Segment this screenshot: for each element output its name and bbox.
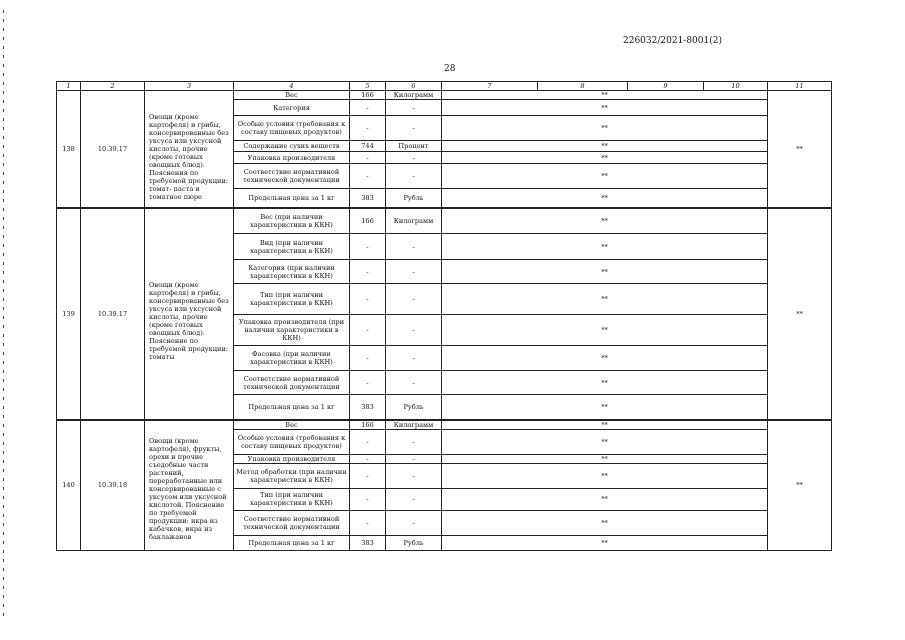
characteristic-value-cell: ** [442, 284, 768, 315]
characteristic-value-cell: ** [442, 91, 768, 100]
scan-edge-mark [3, 10, 4, 620]
characteristic-code-cell: 383 [350, 535, 386, 550]
okpd-code-cell: 10.39.17 [81, 208, 145, 420]
characteristic-code-cell: - [350, 454, 386, 463]
column-11-cell: ** [768, 420, 832, 551]
characteristic-name-cell: Упаковка производителя [234, 152, 350, 164]
characteristic-name-cell: Вес (при наличии характеристики в ККН) [234, 208, 350, 234]
unit-cell: - [386, 284, 442, 315]
page-number: 28 [444, 64, 456, 74]
characteristic-code-cell: - [350, 429, 386, 454]
unit-cell: Процент [386, 141, 442, 152]
characteristic-value-cell: ** [442, 260, 768, 284]
characteristic-name-cell: Соответствие нормативной технической документации [234, 164, 350, 189]
product-name-cell: Овощи (кроме картофеля), фрукты, орехи и прочие съедобные части растений, переработанные или консервированные с уксусом или уксусной кислотой. Пояснение по требуемой продукции: икра из кабачков, икра из баклажанов [145, 420, 234, 551]
unit-cell: - [386, 152, 442, 164]
unit-cell: Рубль [386, 189, 442, 208]
characteristic-name-cell: Предельная цена за 1 кг [234, 189, 350, 208]
table-row [57, 91, 832, 100]
characteristic-name-cell: Вид (при наличии характеристики в ККН) [234, 234, 350, 260]
unit-cell: - [386, 100, 442, 116]
characteristic-name-cell: Вес [234, 91, 350, 100]
characteristic-code-cell: - [350, 116, 386, 141]
characteristic-code-cell: - [350, 463, 386, 488]
header-cell: 10 [704, 82, 768, 91]
row-number-cell: 138 [57, 91, 81, 208]
unit-cell: - [386, 164, 442, 189]
characteristic-value-cell: ** [442, 488, 768, 510]
characteristic-value-cell: ** [442, 315, 768, 346]
product-name-cell: Овощи (кроме картофеля) и грибы, консервированные без уксуса или уксусной кислоты, прочие (кроме готовых овощных блюд). Пояснения по требуемой продукции: томат- паста и томатное пюре [145, 91, 234, 208]
table-body [57, 82, 832, 551]
header-row [57, 82, 832, 91]
okpd-code-cell: 10.39.17 [81, 91, 145, 208]
characteristic-code-cell: - [350, 164, 386, 189]
characteristic-code-cell: - [350, 234, 386, 260]
characteristic-value-cell: ** [442, 371, 768, 395]
characteristic-name-cell: Соответствие нормативной технической документации [234, 371, 350, 395]
unit-cell: - [386, 116, 442, 141]
header-cell: 1 [57, 82, 81, 91]
unit-cell: - [386, 371, 442, 395]
unit-cell: - [386, 488, 442, 510]
header-cell: 2 [81, 82, 145, 91]
table-row [57, 208, 832, 234]
characteristic-name-cell: Особые условия (требования к составу пищевых продуктов) [234, 116, 350, 141]
table-row [57, 420, 832, 430]
header-cell: 11 [768, 82, 832, 91]
unit-cell: Килограмм [386, 420, 442, 430]
characteristic-code-cell: 744 [350, 141, 386, 152]
characteristic-value-cell: ** [442, 346, 768, 371]
characteristic-code-cell: - [350, 488, 386, 510]
characteristic-value-cell: ** [442, 152, 768, 164]
characteristic-code-cell: - [350, 315, 386, 346]
characteristic-name-cell: Категория [234, 100, 350, 116]
characteristic-name-cell: Метод обработки (при наличии характеристики в ККН) [234, 463, 350, 488]
characteristic-value-cell: ** [442, 429, 768, 454]
products-table [56, 81, 832, 551]
characteristic-value-cell: ** [442, 395, 768, 420]
characteristic-name-cell: Вес [234, 420, 350, 430]
unit-cell: - [386, 315, 442, 346]
characteristic-name-cell: Фасовка (при наличии характеристики в ККН) [234, 346, 350, 371]
characteristic-code-cell: - [350, 100, 386, 116]
column-11-cell: ** [768, 208, 832, 420]
characteristic-name-cell: Особые условия (требования к составу пищевых продуктов) [234, 429, 350, 454]
characteristic-code-cell: 166 [350, 91, 386, 100]
characteristic-value-cell: ** [442, 463, 768, 488]
characteristic-value-cell: ** [442, 454, 768, 463]
characteristic-value-cell: ** [442, 535, 768, 550]
characteristic-code-cell: 166 [350, 208, 386, 234]
unit-cell: Рубль [386, 535, 442, 550]
header-cell: 8 [538, 82, 628, 91]
unit-cell: - [386, 454, 442, 463]
row-number-cell: 139 [57, 208, 81, 420]
header-cell: 3 [145, 82, 234, 91]
row-number-cell: 140 [57, 420, 81, 551]
characteristic-value-cell: ** [442, 420, 768, 430]
characteristic-name-cell: Предельная цена за 1 кг [234, 535, 350, 550]
characteristic-code-cell: - [350, 284, 386, 315]
characteristic-value-cell: ** [442, 208, 768, 234]
characteristic-code-cell: - [350, 510, 386, 535]
header-cell: 9 [628, 82, 704, 91]
characteristic-name-cell: Категория (при наличии характеристики в ККН) [234, 260, 350, 284]
characteristic-code-cell: - [350, 152, 386, 164]
okpd-code-cell: 10.39.18 [81, 420, 145, 551]
characteristic-name-cell: Упаковка производителя [234, 454, 350, 463]
product-name-cell: Овощи (кроме картофеля) и грибы, консервированные без уксуса или уксусной кислоты, прочие (кроме готовых овощных блюд). Пояснение по требуемой продукции: томаты [145, 208, 234, 420]
unit-cell: Рубль [386, 395, 442, 420]
unit-cell: - [386, 260, 442, 284]
characteristic-code-cell: - [350, 260, 386, 284]
unit-cell: Килограмм [386, 208, 442, 234]
unit-cell: - [386, 429, 442, 454]
characteristic-code-cell: 166 [350, 420, 386, 430]
characteristic-value-cell: ** [442, 141, 768, 152]
unit-cell: - [386, 234, 442, 260]
characteristic-code-cell: - [350, 371, 386, 395]
column-11-cell: ** [768, 91, 832, 208]
unit-cell: - [386, 463, 442, 488]
header-cell: 7 [442, 82, 538, 91]
characteristic-name-cell: Тип (при наличии характеристики в ККН) [234, 284, 350, 315]
document-number: 226032/2021-8001(2) [623, 36, 722, 46]
characteristic-name-cell: Содержание сухих веществ [234, 141, 350, 152]
characteristic-value-cell: ** [442, 510, 768, 535]
characteristic-value-cell: ** [442, 100, 768, 116]
characteristic-name-cell: Соответствие нормативной технической документации [234, 510, 350, 535]
characteristic-name-cell: Тип (при наличии характеристики в ККН) [234, 488, 350, 510]
characteristic-name-cell: Предельная цена за 1 кг [234, 395, 350, 420]
characteristic-value-cell: ** [442, 164, 768, 189]
characteristic-code-cell: - [350, 346, 386, 371]
header-cell: 5 [350, 82, 386, 91]
unit-cell: - [386, 346, 442, 371]
unit-cell: Килограмм [386, 91, 442, 100]
characteristic-name-cell: Упаковка производителя (при наличии характеристики в ККН) [234, 315, 350, 346]
characteristic-code-cell: 383 [350, 395, 386, 420]
header-cell: 6 [386, 82, 442, 91]
unit-cell: - [386, 510, 442, 535]
characteristic-value-cell: ** [442, 116, 768, 141]
characteristic-value-cell: ** [442, 234, 768, 260]
characteristic-value-cell: ** [442, 189, 768, 208]
characteristic-code-cell: 383 [350, 189, 386, 208]
header-cell: 4 [234, 82, 350, 91]
